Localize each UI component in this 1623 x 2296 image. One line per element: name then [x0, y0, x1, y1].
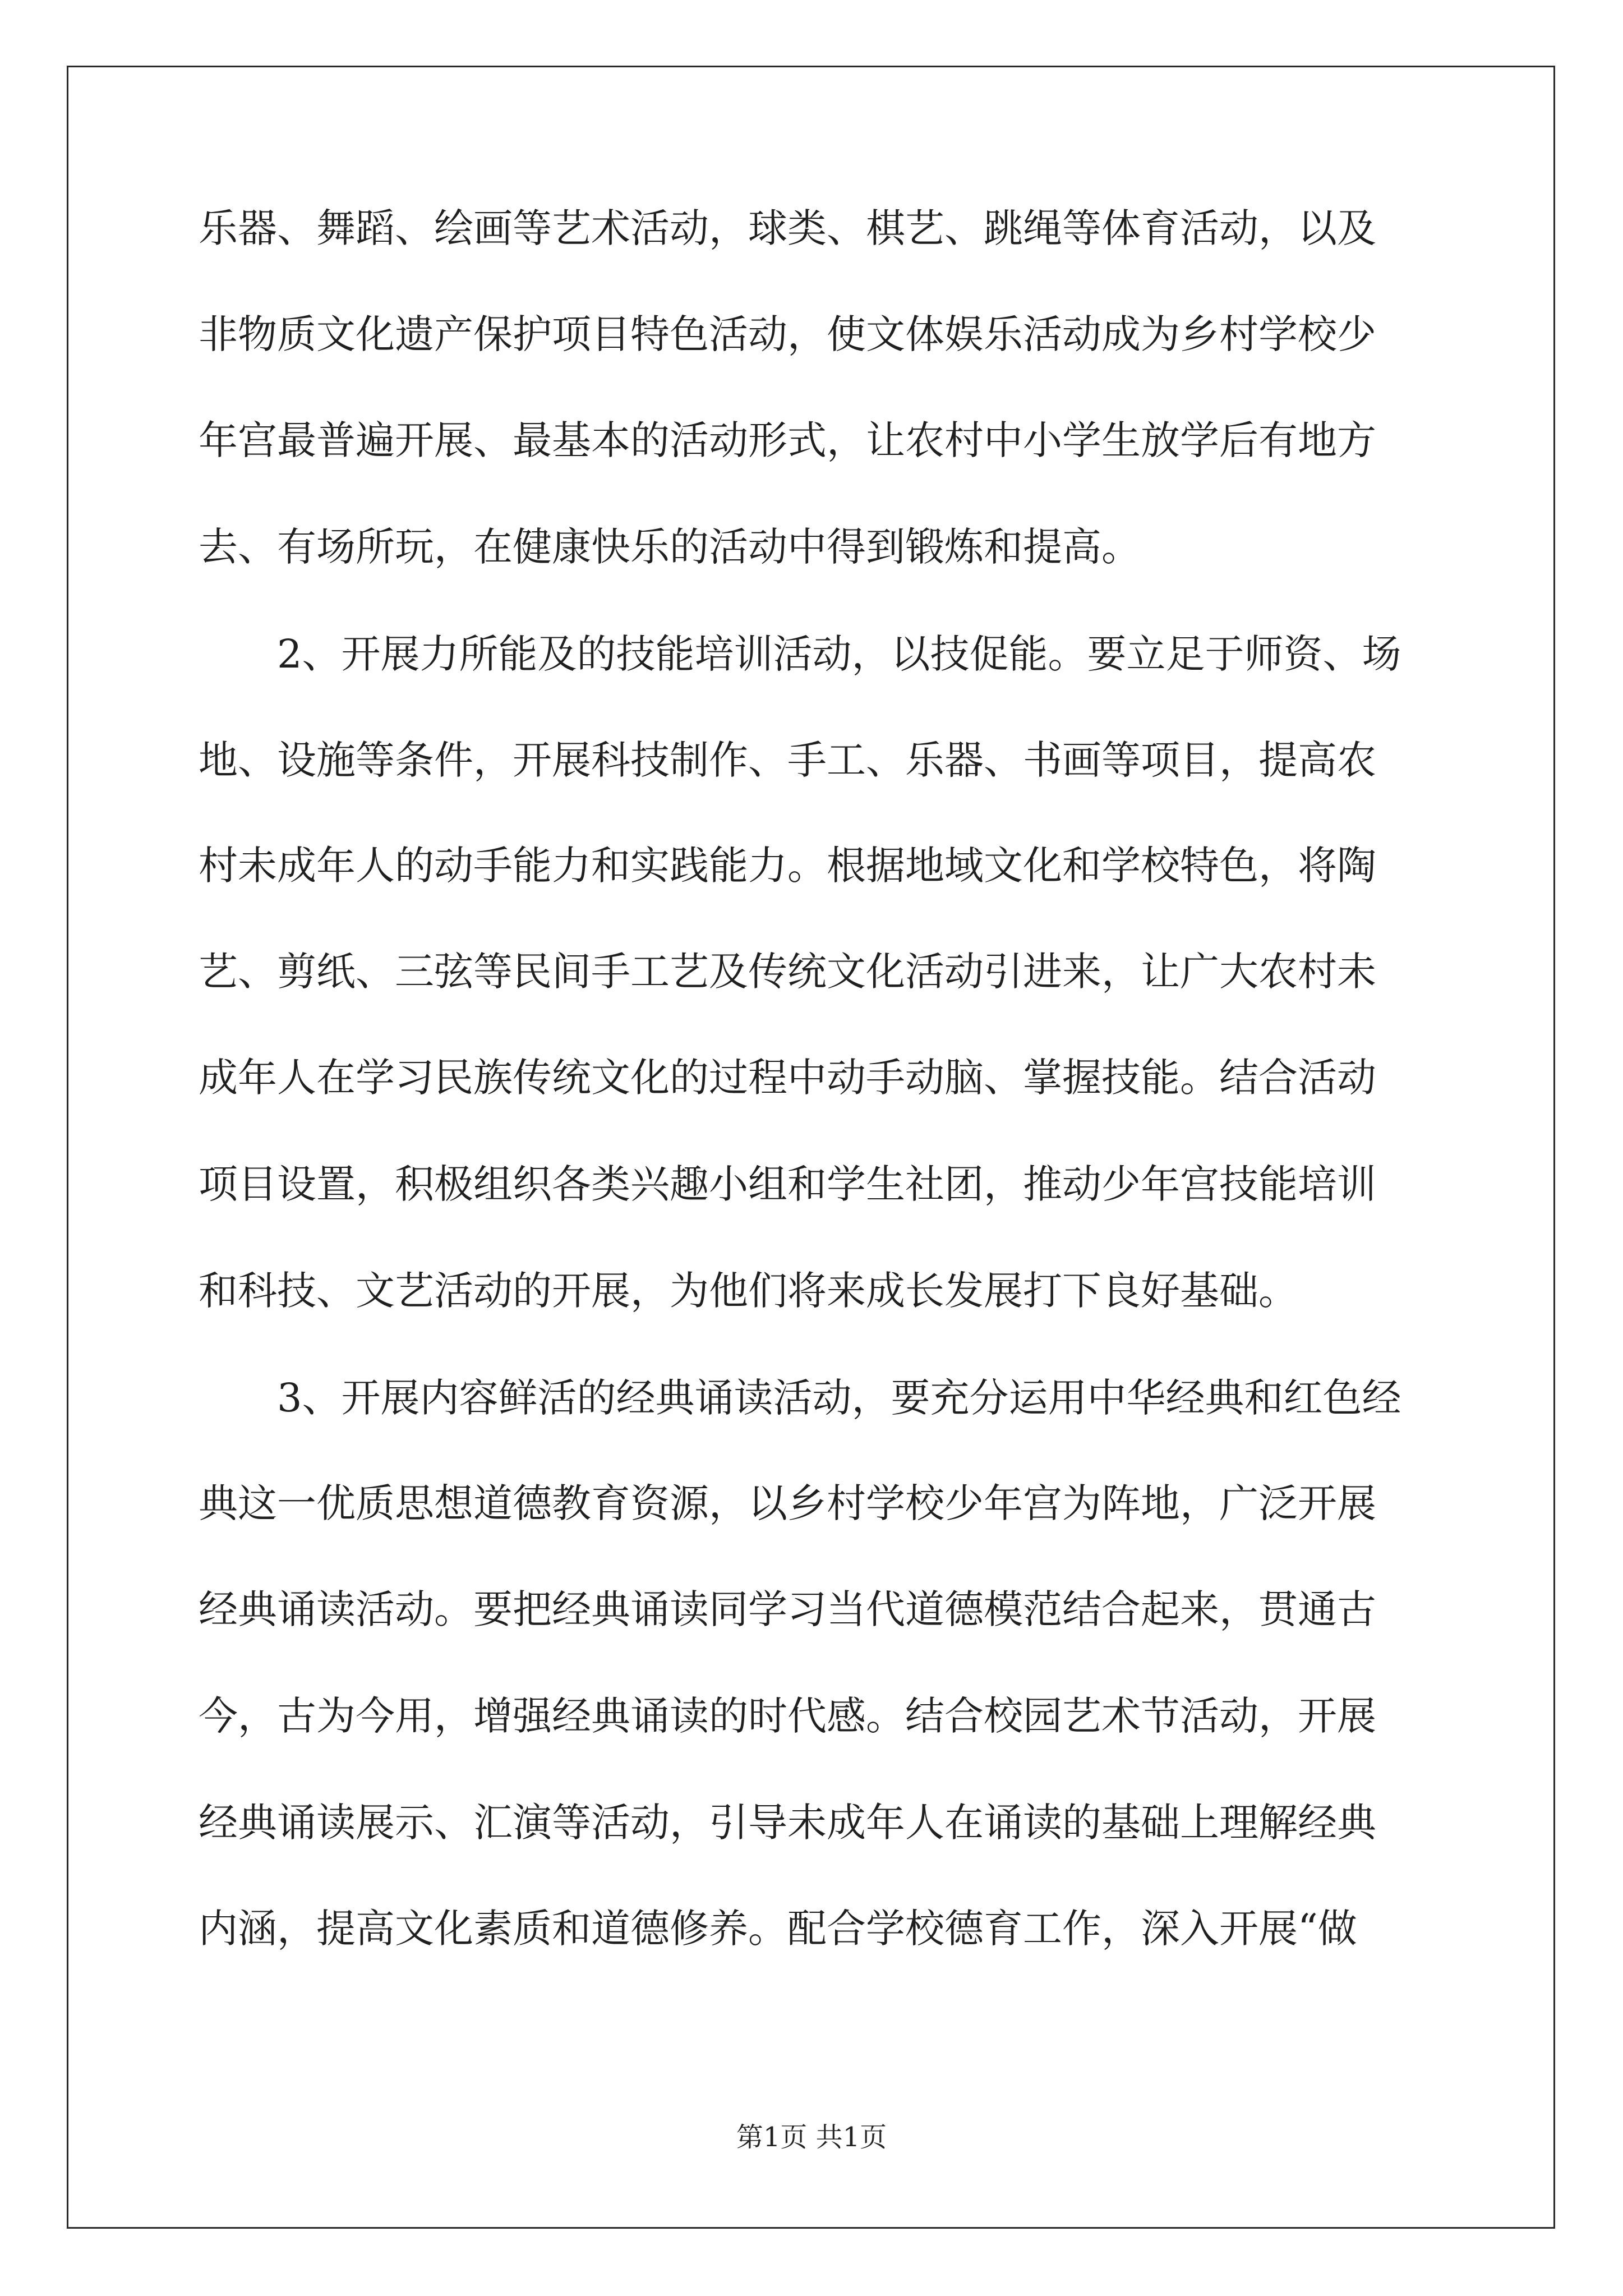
text-line: 乐器、舞蹈、绘画等艺术活动，球类、棋艺、跳绳等体育活动，以及 [199, 205, 1376, 251]
text-line: 内涵，提高文化素质和道德修养。配合学校德育工作，深入开展“做 [199, 1906, 1357, 1952]
text-line: 项目设置，积极组织各类兴趣小组和学生社团，推动少年宫技能培训 [199, 1161, 1376, 1207]
text-line: 典这一优质思想道德教育资源，以乡村学校少年宫为阵地，广泛开展 [199, 1480, 1376, 1526]
page-footer: 第1页 共1页 [736, 2122, 887, 2153]
text-line: 艺、剪纸、三弦等民间手工艺及传统文化活动引进来，让广大农村未 [199, 949, 1376, 995]
text-line: 和科技、文艺活动的开展，为他们将来成长发展打下良好基础。 [199, 1268, 1298, 1314]
text-line: 非物质文化遗产保护项目特色活动，使文体娱乐活动成为乡村学校少 [199, 311, 1376, 357]
text-line: 村未成年人的动手能力和实践能力。根据地域文化和学校特色，将陶 [199, 843, 1376, 889]
text-line: 地、设施等条件，开展科技制作、手工、乐器、书画等项目，提高农 [199, 737, 1376, 783]
paragraph-2-first-line: 2、开展力所能及的技能培训活动，以技促能。要立足于师资、场 [277, 631, 1401, 677]
text-line: 年宫最普遍开展、最基本的活动形式，让农村中小学生放学后有地方 [199, 417, 1376, 463]
text-line: 经典诵读活动。要把经典诵读同学习当代道德模范结合起来，贯通古 [199, 1586, 1376, 1632]
text-line: 成年人在学习民族传统文化的过程中动手动脑、掌握技能。结合活动 [199, 1055, 1376, 1101]
text-line: 去、有场所玩，在健康快乐的活动中得到锻炼和提高。 [199, 524, 1141, 570]
text-line: 经典诵读展示、汇演等活动，引导未成年人在诵读的基础上理解经典 [199, 1800, 1376, 1846]
text-line: 今，古为今用，增强经典诵读的时代感。结合校园艺术节活动，开展 [199, 1693, 1376, 1739]
paragraph-3-first-line: 3、开展内容鲜活的经典诵读活动，要充分运用中华经典和红色经 [277, 1375, 1401, 1421]
document-body [199, 200, 1424, 2040]
